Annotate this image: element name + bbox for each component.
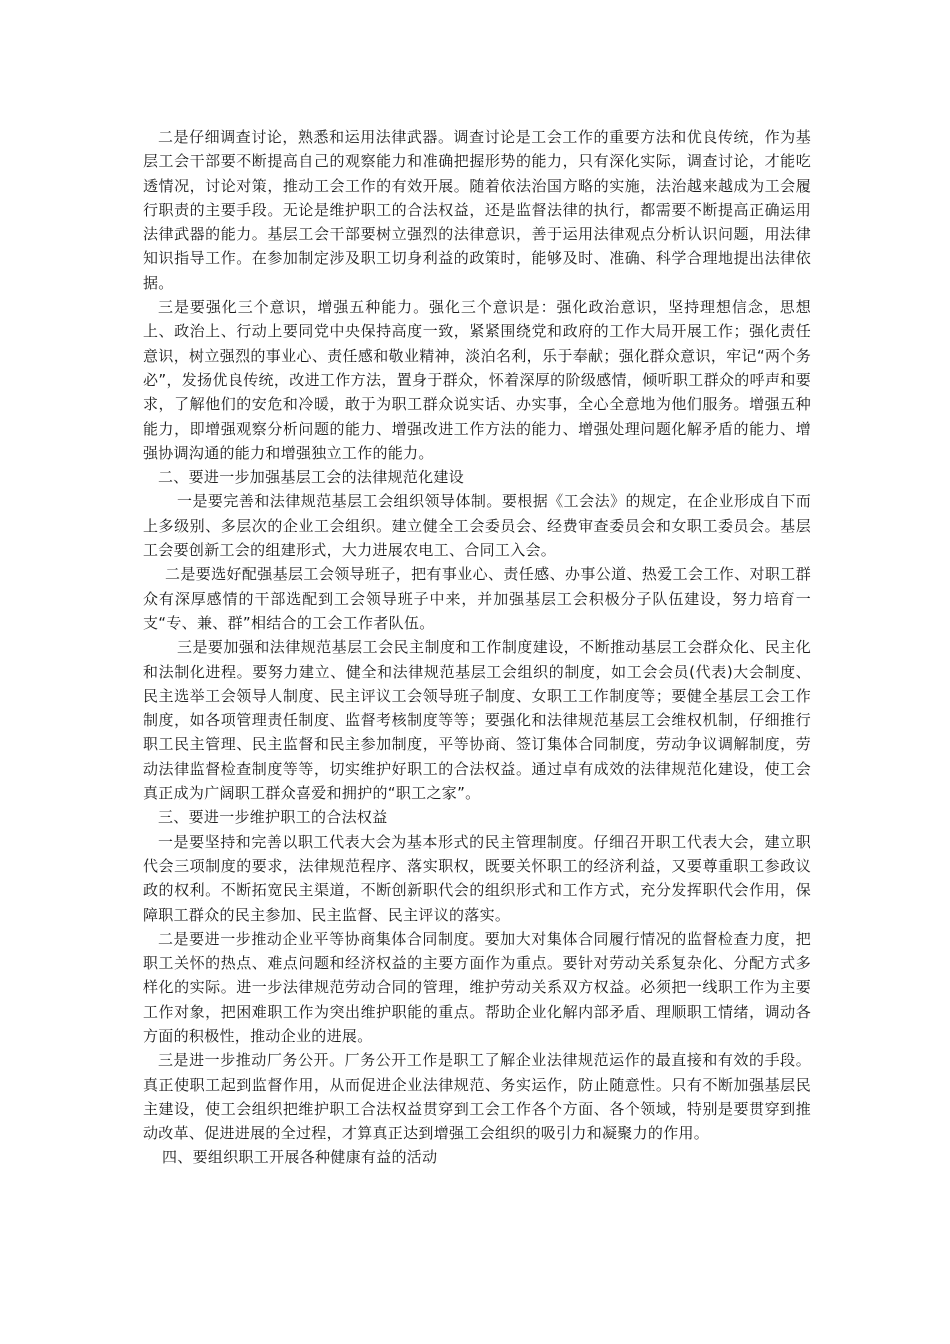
paragraph-workers-congress: 一是要坚持和完善以职工代表大会为基本形式的民主管理制度。仔细召开职工代表大会，建立职代会三项制度的要求，法律规范程序、落实职权，既要关怀职工的经济利益，又要尊重职工参政议政的权利。不断拓宽民主渠道，不断创新职代会的组织形式和工作方式，充分发挥职代会作用，保障职工群众的民主参加、民主监督、民主评议的落实。 <box>143 832 811 924</box>
section-heading-2: 二、要进一步加强基层工会的法律规范化建设 <box>158 468 465 487</box>
paragraph-leadership-team: 二是要选好配强基层工会领导班子，把有事业心、责任感、办事公道、热爱工会工作、对职工群众有深厚感情的干部选配到工会领导班子中来，并加强基层工会积极分子队伍建设，努力培育一支“专、兼、群”相结合的工会工作者队伍。 <box>143 565 811 632</box>
section-heading-4: 四、要组织职工开展各种健康有益的活动 <box>162 1148 438 1167</box>
section-heading-3: 三、要进一步维护职工的合法权益 <box>158 808 388 827</box>
paragraph-three-awareness: 三是要强化三个意识，增强五种能力。强化三个意识是：强化政治意识，坚持理想信念，思想上、政治上、行动上要同党中央保持高度一致，紧紧围绕党和政府的工作大局开展工作；强化责任意识，树立强烈的事业心、责任感和敬业精神，淡泊名利，乐于奉献；强化群众意识，牢记“两个务必”，发扬优良传统，改进工作方法，置身于群众，怀着深厚的阶级感情，倾听职工群众的呼声和要求，了解他们的安危和冷暖，敢于为职工群众说实话、办实事，全心全意地为他们服务。增强五种能力，即增强观察分析问题的能力、增强改进工作方法的能力、增强处理问题化解矛盾的能力、增强协调沟通的能力和增强独立工作的能力。 <box>143 298 811 462</box>
paragraph-collective-contract: 二是要进一步推动企业平等协商集体合同制度。要加大对集体合同履行情况的监督检查力度，把职工关怀的热点、难点问题和经济权益的主要方面作为重点。要针对劳动关系复杂化、分配方式多样化的实际。进一步法律规范劳动合同的管理，维护劳动关系双方权益。必须把一线职工作为主要工作对象，把困难职工作为突出维护职能的重点。帮助企业化解内部矛盾、理顺职工情绪，调动各方面的积极性，推动企业的进展。 <box>143 929 811 1045</box>
paragraph-investigation: 二是仔细调查讨论，熟悉和运用法律武器。调查讨论是工会工作的重要方法和优良传统，作为基层工会干部要不断提高自己的观察能力和准确把握形势的能力，只有深化实际，调查讨论，才能吃透情况，讨论对策，推动工会工作的有效开展。随着依法治国方略的实施，法治越来越成为工会履行职责的主要手段。无论是维护职工的合法权益，还是监督法律的执行，都需要不断提高正确运用法律武器的能力。基层工会干部要树立强烈的法律意识，善于运用法律观点分析认识问题，用法律知识指导工作。在参加制定涉及职工切身利益的政策时，能够及时、准确、科学合理地提出法律依据。 <box>143 128 811 292</box>
paragraph-factory-openness: 三是进一步推动厂务公开。厂务公开工作是职工了解企业法律规范运作的最直接和有效的手段。真正使职工起到监督作用，从而促进企业法律规范、务实运作，防止随意性。只有不断加强基层民主建设，使工会组织把维护职工合法权益贯穿到工会工作各个方面、各个领域，特别是要贯穿到推动改革、促进进展的全过程，才算真正达到增强工会组织的吸引力和凝聚力的作用。 <box>143 1051 811 1143</box>
paragraph-democratic-system: 三是要加强和法律规范基层工会民主制度和工作制度建设，不断推动基层工会群众化、民主化和法制化进程。要努力建立、健全和法律规范基层工会组织的制度，如工会会员(代表)大会制度、民主选举工会领导人制度、民主评议工会领导班子制度、女职工工作制度等；要健全基层工会工作制度，如各项管理责任制度、监督考核制度等等；要强化和法律规范基层工会维权机制，仔细推行职工民主管理、民主监督和民主参加制度，平等协商、签订集体合同制度，劳动争议调解制度，劳动法律监督检查制度等等，切实维护好职工的合法权益。通过卓有成效的法律规范化建设，使工会真正成为广阔职工群众喜爱和拥护的“职工之家”。 <box>143 638 811 803</box>
paragraph-leadership-system: 一是要完善和法律规范基层工会组织领导体制。要根据《工会法》的规定，在企业形成自下而上多级别、多层次的企业工会组织。建立健全工会委员会、经费审查委员会和女职工委员会。基层工会要创新工会的组建形式，大力进展农电工、合同工入会。 <box>143 492 811 560</box>
document-body <box>143 125 811 1170</box>
